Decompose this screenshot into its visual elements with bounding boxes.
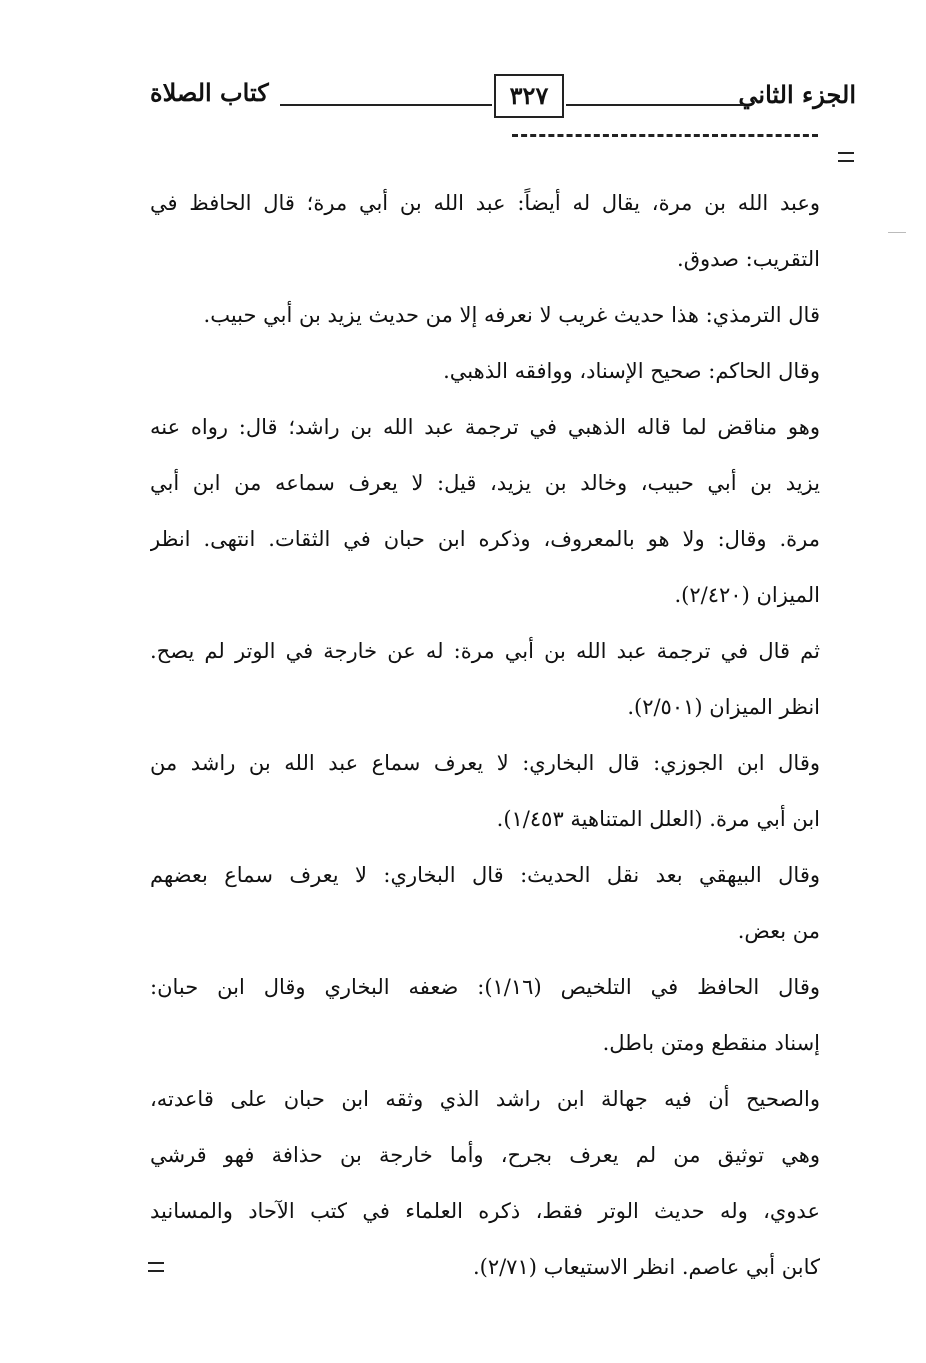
header-dashed-divider (512, 134, 818, 137)
body-text (150, 175, 820, 1295)
text-line: وقال البيهقي بعد نقل الحديث: قال البخاري: لا يعرف سماع بعضهم (150, 863, 820, 887)
text-line: ثم قال في ترجمة عبد الله بن أبي مرة: له عن خارجة في الوتر لم يصح. (150, 639, 820, 663)
text-line: وقال الحافظ في التلخيص (١/١٦): ضعفه البخاري وقال ابن حبان: (150, 975, 820, 999)
text-line: وقال الحاكم: صحيح الإسناد، ووافقه الذهبي. (443, 359, 820, 383)
double-dash-mark-top (838, 152, 854, 162)
part-label: الجزء الثاني (738, 80, 856, 109)
book-title: كتاب الصلاة (150, 78, 269, 107)
text-line: مرة. وقال: ولا هو بالمعروف، وذكره ابن حبان في الثقات. انتهى. انظر (150, 527, 820, 551)
text-line: وهي توثيق من لم يعرف بجرح، وأما خارجة بن حذافة فهو قرشي (150, 1143, 820, 1167)
text-line: وقال ابن الجوزي: قال البخاري: لا يعرف سماع عبد الله بن راشد من (150, 751, 820, 775)
text-line: عدوي، وله حديث الوتر فقط، ذكره العلماء في كتب الآحاد والمسانيد (150, 1199, 820, 1223)
text-line: وهو مناقض لما قاله الذهبي في ترجمة عبد الله بن راشد؛ قال: رواه عنه (150, 415, 820, 439)
text-line: يزيد بن أبي حبيب، وخالد بن يزيد، قيل: لا يعرف سماعه من ابن أبي (150, 471, 820, 495)
text-line: والصحيح أن فيه جهالة ابن راشد الذي وثقه ابن حبان على قاعدته، (150, 1087, 820, 1111)
text-line: كابن أبي عاصم. انظر الاستيعاب (٢/٧١). (472, 1255, 820, 1279)
text-line: قال الترمذي: هذا حديث غريب لا نعرفه إلا من حديث يزيد بن أبي حبيب. (203, 303, 820, 327)
text-line: ابن أبي مرة. (العلل المتناهية ١/٤٥٣). (496, 807, 820, 831)
header-rule-right (566, 104, 744, 106)
header-rule-left (280, 104, 492, 106)
text-line: من بعض. (737, 919, 820, 943)
text-line: إسناد منقطع ومتن باطل. (602, 1031, 820, 1055)
page-number: ٣٢٧ (494, 74, 564, 118)
text-line: انظر الميزان (٢/٥٠١). (627, 695, 820, 719)
text-line: التقريب: صدوق. (677, 247, 820, 271)
text-line: وعبد الله بن مرة، يقال له أيضاً: عبد الله بن أبي مرة؛ قال الحافظ في (150, 191, 820, 215)
double-dash-mark-bottom (148, 1262, 164, 1272)
text-line: الميزان (٢/٤٢٠). (674, 583, 820, 607)
margin-tick (888, 232, 906, 233)
